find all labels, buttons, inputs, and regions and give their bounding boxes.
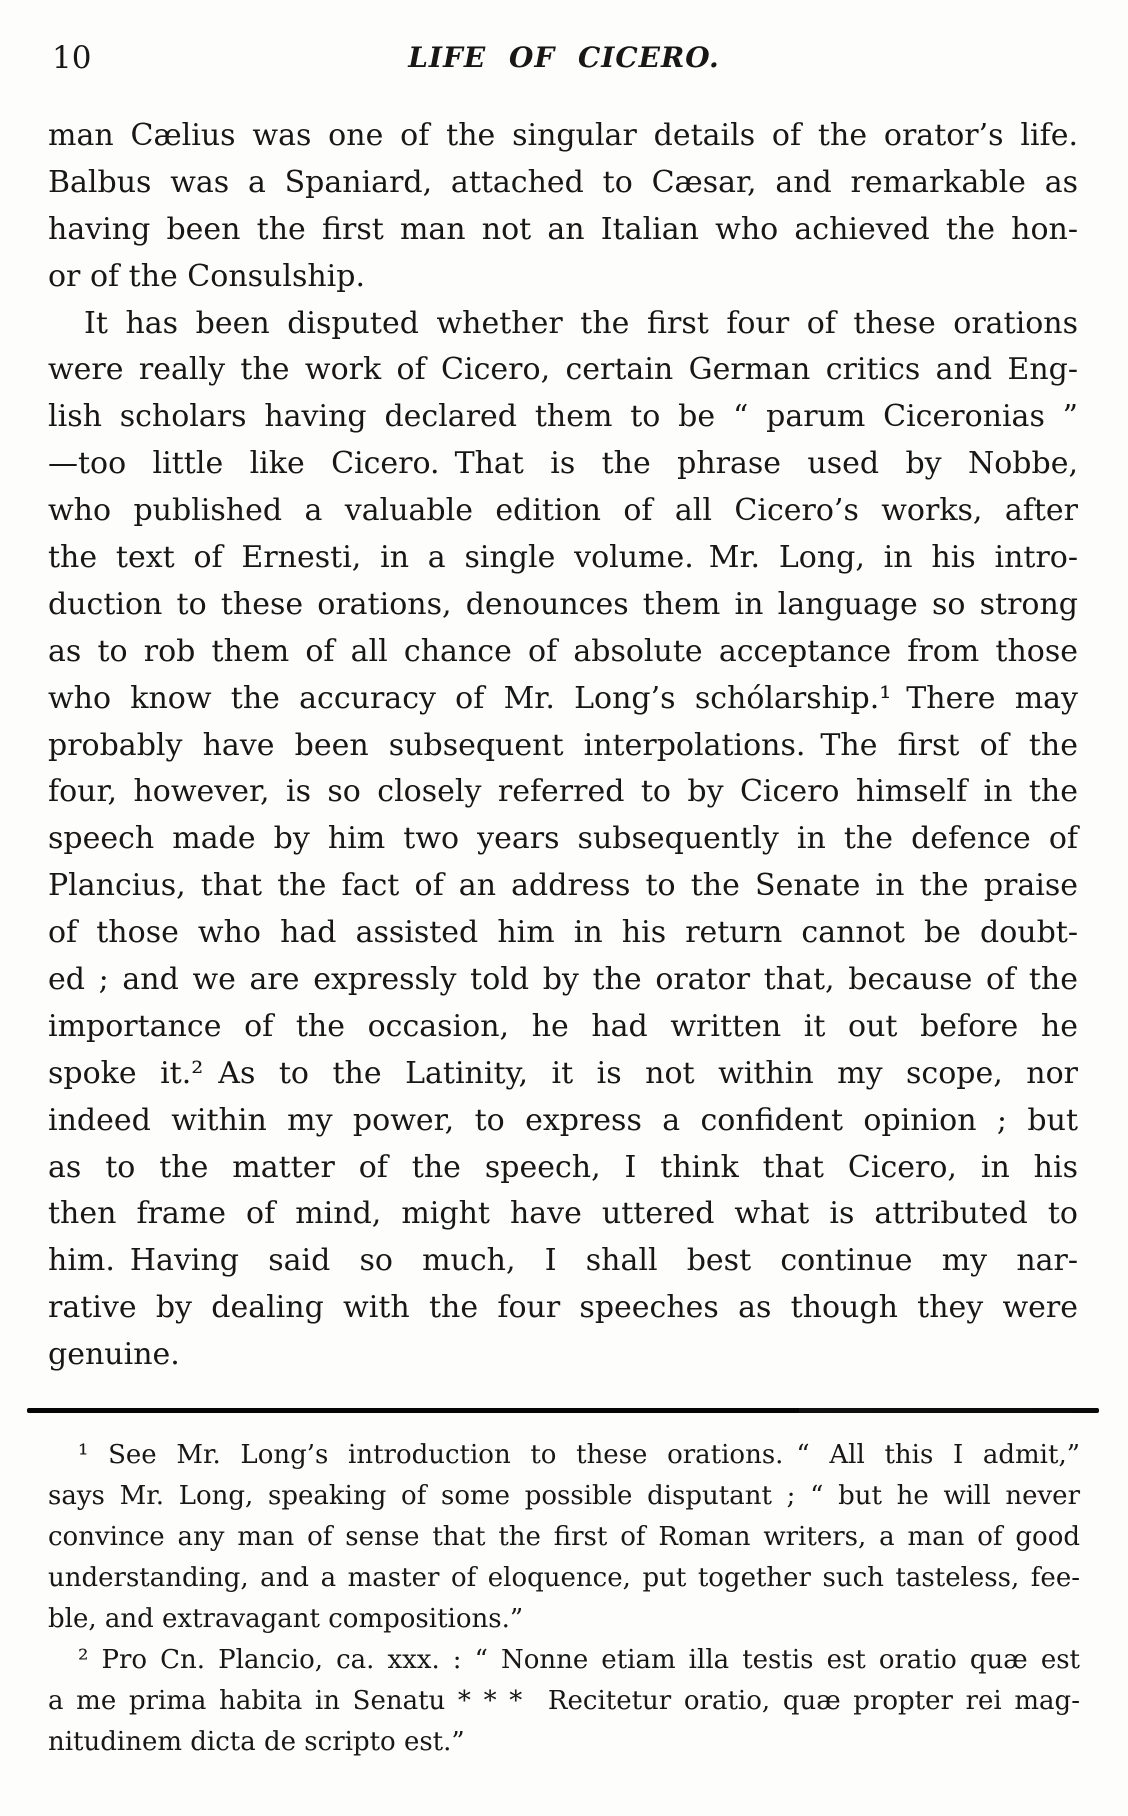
text-line: speech made by him two years subsequently in the defence of [48, 821, 1078, 857]
text-line: convince any man of sense that the first of Roman writers, a man of good [48, 1522, 1080, 1552]
text-line: understanding, and a master of eloquence, put together such tasteless, fee- [48, 1563, 1080, 1593]
page-number: 10 [52, 40, 92, 76]
footnote-1 [48, 1435, 1080, 1640]
text-line: the text of Ernesti, in a single volume. Mr. Long, in his intro- [48, 540, 1078, 576]
footnote-2 [48, 1640, 1080, 1763]
text-line: indeed within my power, to express a confident opinion ; but [48, 1102, 1078, 1138]
text-line: genuine. [48, 1337, 180, 1373]
text-line: who know the accuracy of Mr. Long’s schólarship.¹ There may [48, 680, 1078, 716]
body-text [48, 113, 1078, 1379]
text-line: says Mr. Long, speaking of some possible disputant ; “ but he will never [48, 1481, 1080, 1511]
text-line: four, however, is so closely referred to by Cicero himself in the [48, 774, 1078, 810]
footnote-divider [27, 1408, 1099, 1413]
paragraph-continuation [48, 113, 1078, 301]
running-head: LIFE OF CICERO. [408, 41, 720, 74]
text-line: of those who had assisted him in his return cannot be doubt- [48, 915, 1078, 951]
text-line: then frame of mind, might have uttered what is attributed to [48, 1196, 1078, 1232]
text-line: a me prima habita in Senatu * * * Recitetur oratio, quæ propter rei mag- [48, 1686, 1080, 1716]
text-line: as to the matter of the speech, I think that Cicero, in his [48, 1149, 1078, 1185]
text-line: were really the work of Cicero, certain German critics and Eng- [48, 352, 1078, 388]
footnotes-section [48, 1435, 1080, 1763]
text-line: Balbus was a Spaniard, attached to Cæsar, and remarkable as [48, 164, 1078, 200]
text-line: as to rob them of all chance of absolute acceptance from those [48, 633, 1078, 669]
text-line: spoke it.² As to the Latinity, it is not within my scope, nor [48, 1055, 1078, 1091]
text-line: ed ; and we are expressly told by the orator that, because of the [48, 962, 1078, 998]
text-line: importance of the occasion, he had written it out before he [48, 1008, 1078, 1044]
text-line: ² Pro Cn. Plancio, ca. xxx. : “ Nonne etiam illa testis est oratio quæ est [78, 1645, 1080, 1675]
text-line: ¹ See Mr. Long’s introduction to these orations. “ All this I admit,” [78, 1440, 1080, 1470]
text-line: ble, and extravagant compositions.” [48, 1604, 524, 1634]
text-line: rative by dealing with the four speeches as though they were [48, 1290, 1078, 1326]
paragraph-main [48, 301, 1078, 1379]
text-line: Plancius, that the fact of an address to the Senate in the praise [48, 868, 1078, 904]
text-line: —too little like Cicero. That is the phrase used by Nobbe, [48, 446, 1078, 482]
text-line: who published a valuable edition of all Cicero’s works, after [48, 493, 1078, 529]
text-line: It has been disputed whether the first four of these orations [84, 305, 1078, 341]
text-line: duction to these orations, denounces them in language so strong [48, 586, 1078, 622]
text-line: having been the first man not an Italian who achieved the hon- [48, 211, 1078, 247]
text-line: lish scholars having declared them to be “ parum Ciceronias ” [48, 399, 1078, 435]
text-line: nitudinem dicta de scripto est.” [48, 1727, 465, 1757]
text-line: him. Having said so much, I shall best continue my nar- [48, 1243, 1078, 1279]
text-line: or of the Consulship. [48, 258, 366, 294]
text-line: probably have been subsequent interpolations. The first of the [48, 727, 1078, 763]
text-line: man Cælius was one of the singular details of the orator’s life. [48, 118, 1078, 153]
